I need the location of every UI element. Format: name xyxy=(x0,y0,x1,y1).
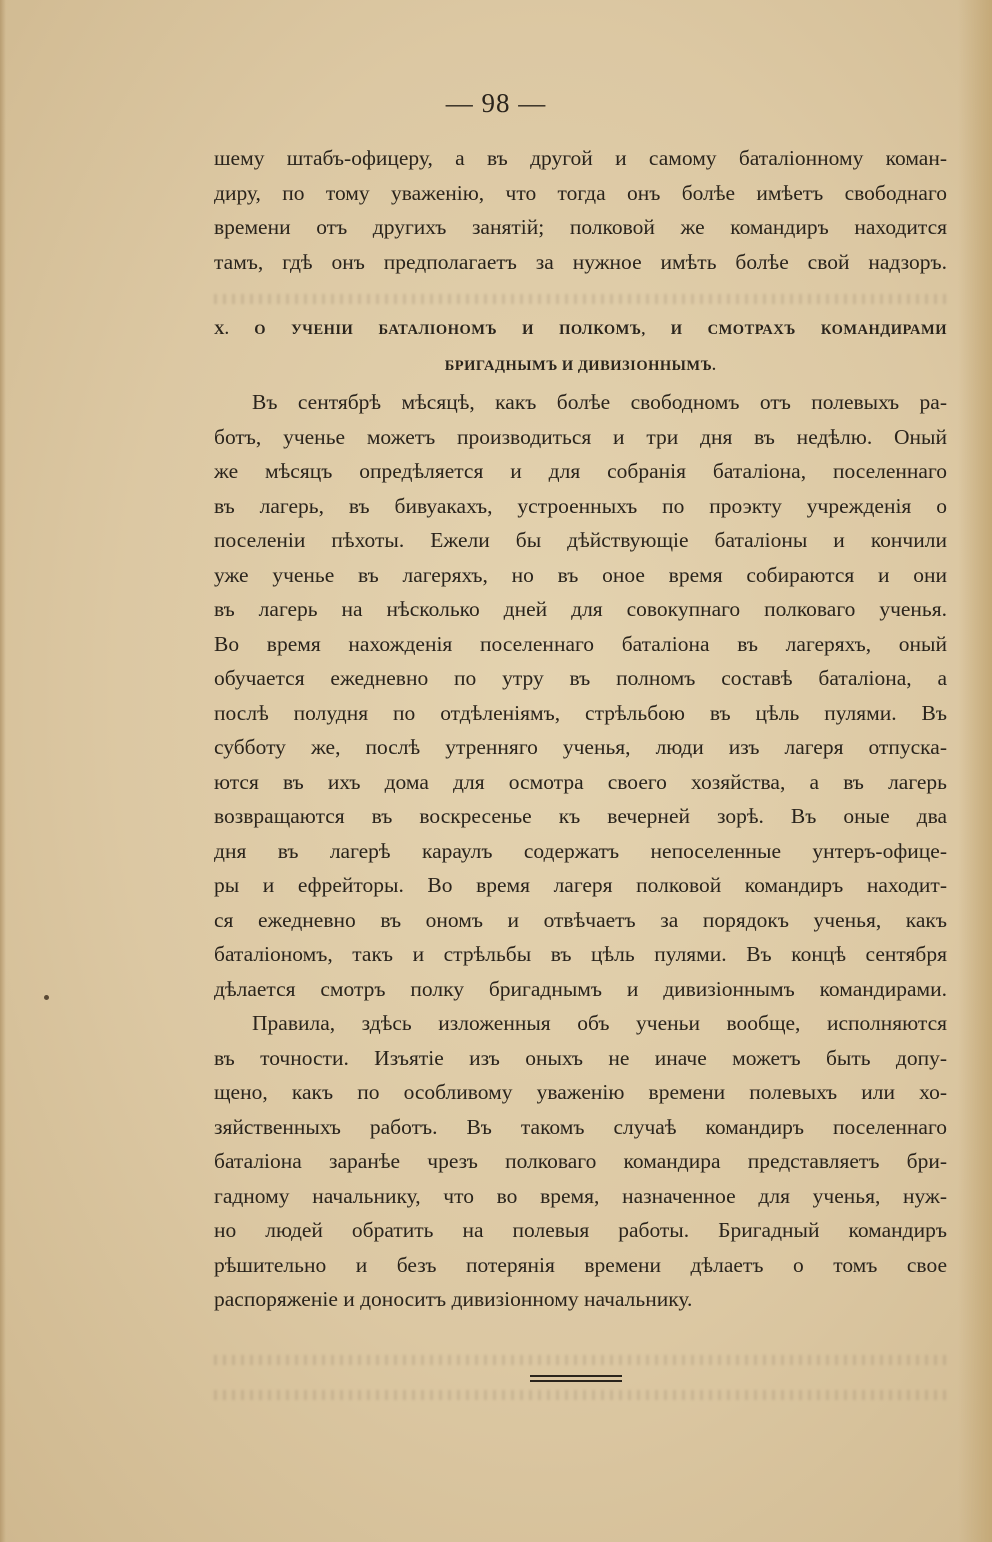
text-line: баталiономъ, такъ и стрѣльбы въ цѣль пулями. Въ концѣ сентября xyxy=(214,942,947,966)
text-line: въ лагерь, въ бивуакахъ, устроенныхъ по проэкту учрежденiя о xyxy=(214,493,947,518)
text-line: дѣлается смотръ полку бригаднымъ и дивизiоннымъ командирами. xyxy=(214,976,947,1001)
text-line: въ лагерь на нѣсколько дней для совокупнаго полковаго ученья. xyxy=(214,597,947,621)
text-line: въ точности. Изъятiе изъ оныхъ не иначе можетъ быть допу- xyxy=(214,1045,947,1070)
page-number: — 98 — xyxy=(445,88,547,118)
text-line: ются въ ихъ дома для осмотра своего хозяйства, а въ лагерь xyxy=(214,769,947,794)
text-line: зяйственныхъ работъ. Въ такомъ случаѣ командиръ поселеннаго xyxy=(214,1114,947,1139)
text-line: баталiона заранѣе чрезъ полковаго командира представляетъ бри- xyxy=(214,1149,947,1173)
text-line: Правила, здѣсь изложенныя объ ученьи вообще, исполняются xyxy=(252,1011,947,1035)
end-rule xyxy=(530,1375,622,1385)
text-line: ботъ, ученье можетъ производиться и три дня въ недѣлю. Оный xyxy=(214,424,947,449)
page-edge-left xyxy=(0,0,6,1542)
section-heading xyxy=(214,312,947,384)
text-line: но людей обратить на полевыя работы. Бригадный командиръ xyxy=(214,1218,947,1242)
text-line: дня въ лагерѣ караулъ содержатъ непоселенные унтеръ-офице- xyxy=(214,838,947,863)
main-text xyxy=(214,385,947,1317)
text-line: субботу же, послѣ утренняго ученья, люди изъ лагеря отпуска- xyxy=(214,735,947,759)
top-paragraph xyxy=(214,141,947,279)
text-line: ся ежедневно въ ономъ и отвѣчаетъ за порядокъ ученья, какъ xyxy=(214,907,947,932)
text-line: Въ сентябрѣ мѣсяцѣ, какъ болѣе свободномъ отъ полевыхъ ра- xyxy=(252,390,947,414)
text-line: гадному начальнику, что во время, назначенное для ученья, нуж- xyxy=(214,1183,947,1208)
text-line: Во время нахожденiя поселеннаго баталiона въ лагеряхъ, оный xyxy=(214,631,947,656)
text-line: шему штабъ-офицеру, а въ другой и самому баталiонному коман- xyxy=(214,146,947,170)
text-line: щено, какъ по особливому уваженiю времени полевыхъ или хо- xyxy=(214,1080,947,1104)
text-line: диру, по тому уваженiю, что тогда онъ болѣе имѣетъ свободнаго xyxy=(214,180,947,205)
paper-speck xyxy=(44,995,49,1000)
text-line: рѣшительно и безъ потерянiя времени дѣлаетъ о томъ свое xyxy=(214,1252,947,1277)
text-line: послѣ полудня по отдѣленiямъ, стрѣльбою въ цѣль пулями. Въ xyxy=(214,700,947,725)
text-line: же мѣсяцъ опредѣляется и для собранiя баталiона, поселеннаго xyxy=(214,459,947,483)
text-line: возвращаются въ воскресенье къ вечерней зорѣ. Въ оные два xyxy=(214,804,947,828)
show-through-bleed xyxy=(214,1355,947,1365)
text-line: тамъ, гдѣ онъ предполагаетъ за нужное имѣть болѣе свой надзоръ. xyxy=(214,249,947,274)
text-line: времени отъ другихъ занятiй; полковой же командиръ находится xyxy=(214,215,947,239)
text-line: поселенiи пѣхоты. Ежели бы дѣйствующiе баталiоны и кончили xyxy=(214,528,947,552)
show-through-bleed xyxy=(214,294,947,304)
page-edge-right xyxy=(958,0,992,1542)
text-line: обучается ежедневно по утру въ полномъ составѣ баталiона, а xyxy=(214,666,947,690)
section-heading-line-1: X. О УЧЕНIИ БАТАЛIОНОМЪ И ПОЛКОМЪ, И СМОТРАХЪ КОМАНДИРАМИ xyxy=(214,322,947,338)
text-line: распоряженiе и доноситъ дивизiонному начальнику. xyxy=(214,1287,693,1311)
section-heading-line-2: БРИГАДНЫМЪ И ДИВИЗIОННЫМЪ. xyxy=(444,358,717,374)
text-line: уже ученье въ лагеряхъ, но въ оное время собираются и они xyxy=(214,562,947,587)
show-through-bleed xyxy=(214,1390,947,1400)
text-line: ры и ефрейторы. Во время лагеря полковой командиръ находит- xyxy=(214,873,947,897)
